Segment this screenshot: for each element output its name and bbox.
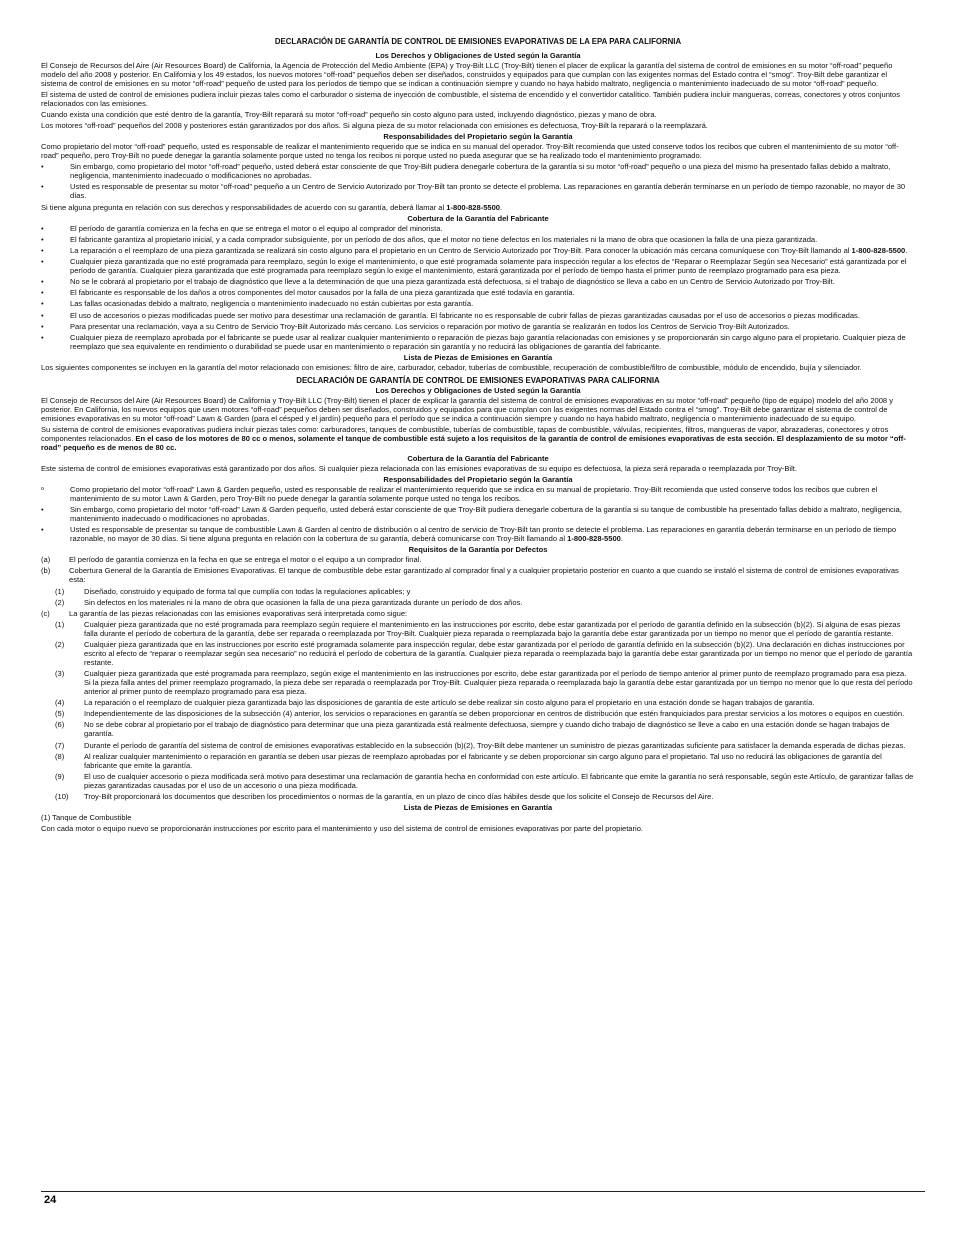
epa-rights-heading: Los Derechos y Obligaciones de Usted según la Garantía: [375, 50, 581, 60]
epa-manufacturer-bullet: • El período de garantía comienza en la fecha en que se entrega el motor o el equipo al comprador del minorista.: [41, 223, 443, 233]
footer-rule: [41, 1191, 925, 1192]
ca-parts-note: Con cada motor o equipo nuevo se proporcionarán instrucciones por escrito para el mantenimiento y uso del sistema de control de emisiones evaporativas por parte del propietario.: [41, 824, 643, 834]
ca-defect-subitem: (1) Cualquier pieza garantizada que no esté programada para reemplazo según requiere el mantenimiento en las instrucciones por escrito, debe estar garantizada por el período de garantía definido en la subsección (b)(2). Si alguna de esas piezas falla durante el período de cobertura de la garantía, debe ser reparada o reemplazada por Troy-Bilt. Cualquier pieza reparada o reemplazada bajo la garantía debe estar garantizada por un tiempo no menor que el período de garantía restante.: [55, 620, 901, 638]
epa-rights-paragraph: El Consejo de Recursos del Aire (Air Resources Board) de California, la Agencia de Protección del Medio Ambiente (EPA) y Troy-Bilt LLC (Troy-Bilt) tienen el placer de explicar la garantía del sistema de control de emisiones en su motor “off-road” pequeño modelo del año 2008 y posterior. En California y los 49 estados, los nuevos motores “off-road” pequeños deben ser diseñados, construidos y equipados para que cumplan con las exigentes normas del Estado contra el “smog”. Troy-Bilt debe garantizar el sistema de control de emisiones en su motor “off-road” pequeño de usted para los períodos de tiempo que se indican a continuación siempre y cuando no haya habido maltrato, negligencia o mantenimiento inadecuado de su motor “off-road” pequeño.: [41, 60, 893, 88]
epa-owner-heading: Responsabilidades del Propietario según la Garantía: [383, 132, 573, 142]
epa-parts-paragraph: Los siguientes componentes se incluyen en la garantía del motor relacionado con emisiones: filtro de aire, carburador, cebador, tuberías de combustible, recuperación de combustible/filtro de combustible, módulo de encendido, bujía y silenciador.: [41, 362, 862, 372]
epa-owner-paragraph: Como propietario del motor “off-road” pequeño, usted es responsable de realizar el mantenimiento requerido que se indica en su manual del operador. Troy-Bilt recomienda que usted conserve todos los recibos que cubren el mantenimiento de su motor “off-road” pequeño, pero Troy-Bilt no puede denegar la garantía solamente porque usted no tenga los recibos ni porque usted no pueda asegurar que se ha realizado todo el mantenimiento programado.: [41, 142, 899, 161]
epa-warranty-title: DECLARACIÓN DE GARANTÍA DE CONTROL DE EMISIONES EVAPORATIVAS DE LA EPA PARA CALIFORNIA: [274, 37, 682, 46]
ca-defect-item-b: (b) Cobertura General de la Garantía de Emisiones Evaporativas. El tanque de combustible debe estar garantizado al comprador final y a cualquier propietario posterior en cuanto a que cuando se instaló el sistema de control de emisiones evaporativas esta:: [41, 566, 899, 585]
ca-defect-subitem: (2) Cualquier pieza garantizada que en las instrucciones por escrito esté programada solamente para inspección regular, debe estar garantizada por el período de garantía definido en la subsección (b)(2). Una declaración en dichas instrucciones por escrito al efecto de “reparar o reemplazar según sea necesario” no reducirá el período de cobertura de la garantía. Cualquier pieza reparada o reemplazada bajo la garantía debe estar garantizada por un tiempo no menor que el período de garantía restante.: [55, 640, 913, 667]
ca-defect-subitem: (5) Independientemente de las disposiciones de la subsección (4) anterior, los servicios o reparaciones en garantía se deben proporcionar en centros de distribución que estén franquiciados para prestar servicios a los motores o equipos en cuestión.: [55, 709, 905, 719]
ca-owner-bullet: º Como propietario del motor “off-road” Lawn & Garden pequeño, usted es responsable de realizar el mantenimiento requerido que se indica en su manual de propietario. Troy-Bilt recomienda que usted conserve todos los recibos que cubren el mantenimiento de su motor Lawn & Garden, pero Troy-Bilt no puede denegar la garantía solamente porque usted no tenga los recibos.: [41, 485, 878, 504]
ca-parts-heading: Lista de Piezas de Emisiones en Garantía: [403, 803, 553, 813]
epa-parts-heading: Lista de Piezas de Emisiones en Garantía: [403, 352, 553, 362]
epa-manufacturer-heading: Cobertura de la Garantía del Fabricante: [407, 213, 549, 223]
ca-manufacturer-heading: Cobertura de la Garantía del Fabricante: [407, 454, 549, 464]
epa-manufacturer-bullet: • El fabricante garantiza al propietario inicial, y a cada comprador subsiguiente, por un período de dos años, que el motor no tiene defectos en los materiales ni la mano de obra que ocasionen la falla de una pieza garantizada.: [41, 234, 818, 244]
epa-manufacturer-bullet: • La reparación o el reemplazo de una pieza garantizada se realizará sin costo alguno para el propietario en un Centro de Servicio Autorizado por Troy-Bilt. Para conocer la ubicación más cercana comuníquese con Troy-Bilt llamando al 1-800-828-5500.: [41, 245, 908, 255]
ca-defect-subitem: (3) Cualquier pieza garantizada que esté programada para reemplazo, según exige el mantenimiento en las instrucciones por escrito, debe estar garantizada por el período de tiempo anterior al primer punto de reemplazo programado para esa pieza. Si la pieza falla antes del primer reemplazo programado, la pieza debe ser reparada o reemplazada por Troy-Bilt. Cualquier pieza reparada o reemplazada bajo la garantía debe estar garantizada por un tiempo no menor que lo que resta del período anterior al primer punto de reemplazo programado para esa pieza.: [55, 669, 913, 697]
engine-displacement-note: En el caso de los motores de 80 cc o menos, solamente el tanque de combustible está sujeto a los requisitos de la garantía de control de emisiones evaporativas de esta sección. El desplazamiento de su motor “off-road” pequeño es de menos de 80 cc.: [41, 433, 906, 452]
epa-owner-bullet: • Sin embargo, como propietario del motor “off-road” pequeño, usted deberá estar consciente de que Troy-Bilt pudiera denegarle cobertura de la garantía si su motor “off-road” pequeño o una pieza del mismo ha presentado fallas debido a maltrato, negligencia, mantenimiento inadecuado o modificaciones no aprobadas.: [41, 162, 891, 181]
page-number: 24: [44, 1194, 57, 1206]
ca-owner-bullet: • Sin embargo, como propietario del motor “off-road” Lawn & Garden pequeño, usted deberá estar consciente de que Troy-Bilt pudiera denegarle cobertura de la garantía si su tanque de combustible ha presentado fallas debido a maltrato, negligencia, mantenimiento inadecuado o modificaciones no aprobadas.: [41, 505, 902, 524]
ca-defect-subitem: (8) Al realizar cualquier mantenimiento o reparación en garantía se deben usar piezas de reemplazo aprobadas por el fabricante y se deben proporcionar sin cargo alguno para el propietario. Tal uso no reducirá las obligaciones de garantía del fabricante que emite la garantía.: [55, 751, 882, 770]
ca-manufacturer-paragraph: Este sistema de control de emisiones evaporativas está garantizado por dos años. Si cualquier pieza relacionada con las emisiones evaporativas de su equipo es defectuosa, la pieza será reparada o reemplazada por Troy-Bilt.: [41, 464, 797, 474]
ca-defect-item-a: (a) El período de garantía comienza en la fecha en que se entrega el motor o el equipo a un comprador final.: [41, 555, 422, 565]
epa-manufacturer-bullet: • Para presentar una reclamación, vaya a su Centro de Servicio Troy-Bilt Autorizado más cercano. Los servicios o reparación por motivo de garantía se realizarán en todos los Centros de Servicio Troy-Bilt Autorizados.: [41, 321, 790, 331]
epa-manufacturer-bullet: • Cualquier pieza de reemplazo aprobada por el fabricante se puede usar al realizar cualquier mantenimiento o reparación de piezas bajo garantía relacionadas con emisiones y se proporcionarán sin cargo alguno para el propietario. Cualquier pieza de reemplazo que sea equivalente en rendimiento o durabilidad se puede usar en mantenimiento o reparación sin garantía y no reducirá las obligaciones de garantía del fabricante.: [41, 332, 906, 351]
epa-owner-call-paragraph: Si tiene alguna pregunta en relación con sus derechos y responsabilidades de acuerdo con su garantía, deberá llamar al 1-800-828-5500.: [41, 202, 503, 212]
phone-number: 1-800-828-5500: [567, 534, 621, 544]
ca-rights-paragraph: El Consejo de Recursos del Aire (Air Resources Board) de California y Troy-Bilt LLC (Troy-Bilt) tienen el placer de explicar la garantía del sistema de control de emisiones evaporativas en su motor “off-road” pequeño (tipo de equipo) modelo del año 2008 y posterior. En California, los nuevos equipos que usen motores “off-road” pequeños deben ser diseñados, construidos y equipados para que cumplan con las exigentes normas del Estado contra el “smog”. Troy-Bilt debe garantizar el sistema de control de emisiones evaporativas en su motor “off-road” Lawn & Garden (para el césped y el jardín) pequeño para el período que se indica a continuación siempre y cuando no haya habido maltrato, negligencia o mantenimiento inadecuado de su equipo.: [41, 395, 893, 423]
ca-warranty-title: DECLARACIÓN DE GARANTÍA DE CONTROL DE EMISIONES EVAPORATIVAS PARA CALIFORNIA: [296, 376, 660, 386]
ca-owner-heading: Responsabilidades del Propietario según la Garantía: [383, 475, 573, 485]
phone-number: 1-800-828-5500: [446, 202, 500, 212]
ca-rights-paragraph: Su sistema de control de emisiones evaporativas pudiera incluir piezas tales como: carburadores, tanques de combustible, tuberías de combustible, tapas de combustible, válvulas, recipientes, filtros, mangueras de vapor, abrazaderas, conectores y otros componentes relacionados. En el caso de los motores de 80 cc o menos, solamente el tanque de combustible está sujeto a los requisitos de la garantía de control de emisiones evaporativas de esta sección. El desplazamiento de su motor “off-road” pequeño es de menos de 80 cc.: [41, 425, 906, 452]
epa-rights-paragraph: El sistema de usted de control de emisiones pudiera incluir piezas tales como el carburador o sistema de inyección de combustible, el sistema de encendido y el convertidor catalítico. También pudiera incluir mangueras, correas, conectores y otros conjuntos relacionados con las emisiones.: [41, 89, 900, 108]
epa-manufacturer-bullet: • Cualquier pieza garantizada que no esté programada para reemplazo, según lo exige el mantenimiento, o que esté programada solamente para inspección regular a los efectos de “Reparar o Reemplazar Según sea Necesario” está garantizada por el período de garantía. Cualquier pieza garantizada que esté programada para reemplazo según lo exige el mantenimiento, estará garantizada por el período de tiempo hasta el primer punto de reemplazo programado para esa pieza.: [41, 257, 907, 276]
ca-defect-subitem: (7) Durante el período de garantía del sistema de control de emisiones evaporativas establecido en la subsección (b)(2), Troy-Bilt debe mantener un suministro de piezas garantizadas suficiente para satisfacer la demanda esperada de dichas piezas.: [55, 740, 906, 750]
epa-manufacturer-bullet: • Las fallas ocasionadas debido a maltrato, negligencia o mantenimiento inadecuado no están cubiertas por esta garantía.: [41, 299, 474, 309]
epa-owner-bullet: • Usted es responsable de presentar su motor “off-road” pequeño a un Centro de Servicio Autorizado por Troy-Bilt tan pronto se detecte el problema. Las reparaciones en garantía deberán terminarse en un período de tiempo razonable, no mayor de 30 días.: [41, 182, 906, 201]
ca-defect-subitem: (9) El uso de cualquier accesorio o pieza modificada será motivo para desestimar una reclamación de garantía hecha en conformidad con este artículo. El fabricante que emite la garantía no será responsable, según este Artículo, de garantizar fallas de piezas garantizadas causadas por el uso de un accesorio o una pieza modificada.: [55, 771, 914, 790]
epa-manufacturer-bullet: • El uso de accesorios o piezas modificadas puede ser motivo para desestimar una reclamación de garantía. El fabricante no es responsable de cubrir fallas de piezas garantizadas causadas por el uso de accesorios o piezas modificadas.: [41, 310, 860, 320]
ca-parts-item: (1) Tanque de Combustible: [41, 812, 132, 822]
epa-manufacturer-bullet: • No se le cobrará al propietario por el trabajo de diagnóstico que lleve a la determinación de que una pieza garantizada está defectuosa, si el trabajo de diagnóstico se lleva a cabo en un Centro de Servicio Autorizado por Troy-Bilt.: [41, 277, 835, 287]
ca-defect-subitem: (10) Troy-Bilt proporcionará los documentos que describen los procedimientos o normas de la garantía, en un plazo de cinco días hábiles desde que los solicite el Consejo de Recursos del Aire.: [55, 791, 714, 801]
ca-owner-bullet: • Usted es responsable de presentar su tanque de combustible Lawn & Garden al centro de distribución o al centro de servicio de Troy-Bilt tan pronto se detecte el problema. Las reparaciones en garantía deberán terminarse en un período de tiempo razonable, no mayor de 30 días. Si tiene alguna pregunta en relación con la cobertura de su garantía, deberá comunicarse con Troy-Bilt llamando al 1-800-828-5500.: [41, 525, 897, 544]
ca-defect-heading: Requisitos de la Garantía por Defectos: [408, 545, 548, 555]
epa-rights-paragraph: Cuando exista una condición que esté dentro de la garantía, Troy-Bilt reparará su motor “off-road” pequeño sin costo alguno para usted, incluyendo diagnóstico, piezas y mano de obra.: [41, 110, 657, 120]
ca-defect-subitem: (6) No se debe cobrar al propietario por el trabajo de diagnóstico para determinar que una pieza garantizada está realmente defectuosa, siempre y cuando dicho trabajo de diagnóstico se lleve a cabo en una estación donde se hagan trabajos de garantía.: [55, 720, 890, 739]
epa-manufacturer-bullet: • El fabricante es responsable de los daños a otros componentes del motor causados por la falla de una pieza garantizada que esté todavía en garantía.: [41, 288, 575, 298]
ca-defect-item-c: (c) La garantía de las piezas relacionadas con las emisiones evaporativas será interpretada como sigue:: [41, 608, 408, 618]
ca-rights-heading: Los Derechos y Obligaciones de Usted según la Garantía: [375, 386, 581, 396]
warranty-document: [41, 38, 915, 836]
phone-number: 1-800-828-5500: [851, 245, 906, 255]
ca-defect-subitem: (4) La reparación o el reemplazo de cualquier pieza garantizada bajo las disposiciones de garantía de este artículo se debe realizar sin costo alguno para el propietario en una estación donde se hagan trabajos de garantía.: [55, 698, 815, 708]
epa-rights-paragraph: Los motores “off-road” pequeños del 2008 y posteriores están garantizados por dos años. Si alguna pieza de su motor relacionada con emisiones es defectuosa, Troy-Bilt la reparará o la reemplazará.: [41, 121, 708, 131]
ca-defect-subitem: (1) Diseñado, construido y equipado de forma tal que cumplía con todas la regulaciones aplicables; y: [55, 586, 411, 596]
ca-defect-subitem: (2) Sin defectos en los materiales ni la mano de obra que ocasionen la falla de una pieza garantizada durante un período de dos años.: [55, 597, 523, 607]
